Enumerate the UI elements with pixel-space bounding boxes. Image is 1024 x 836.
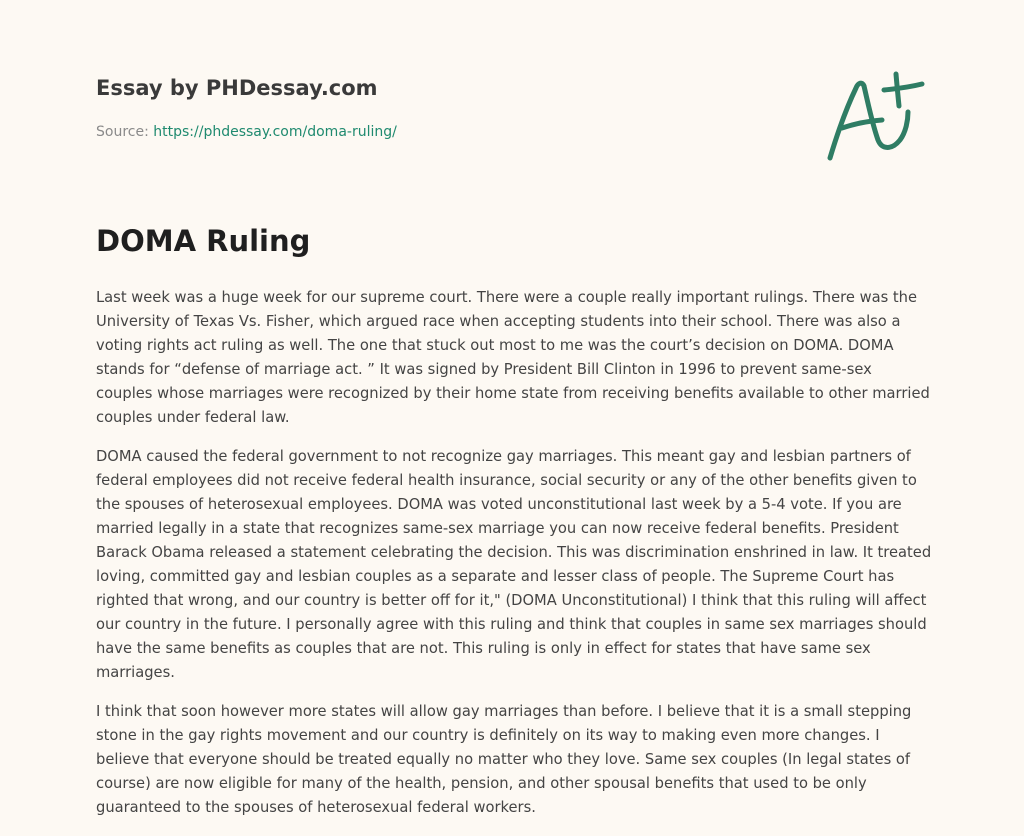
essay-paragraph: I think that soon however more states will allow gay marriages than before. I believe that it is a small stepping stone in the gay rights movement and our country is definitely on its way to making even more changes. I believe that everyone should be treated equally no matter who they love. Same sex couples (In legal states of course) are now eligible for many of the health, pension, and other spousal benefits that used to be only guaranteed to the spouses of heterosexual federal workers. bbox=[96, 703, 912, 816]
essay-title: DOMA Ruling bbox=[96, 224, 311, 258]
essay-paragraph: Last week was a huge week for our supreme court. There were a couple really important rulings. There was the University of Texas Vs. Fisher, which argued race when accepting students into their school. There was also a voting rights act ruling as well. The one that stuck out most to me was the court’s decision on DOMA. DOMA stands for “defense of marriage act. ” It was signed by President Bill Clinton in 1996 to prevent same-sex couples whose marriages were recognized by their home state from receiving benefits available to other married couples under federal law. bbox=[96, 289, 930, 426]
essay-body bbox=[96, 286, 932, 835]
source-link[interactable]: https://phdessay.com/doma-ruling/ bbox=[153, 124, 397, 140]
site-title: Essay by PHDessay.com bbox=[96, 76, 378, 100]
source-line bbox=[96, 124, 397, 140]
a-plus-logo-icon bbox=[822, 68, 928, 164]
essay-paragraph: DOMA caused the federal government to not recognize gay marriages. This meant gay and lesbian partners of federal employees did not receive federal health insurance, social security or any of the other benefits given to the spouses of heterosexual employees. DOMA was voted unconstitutional last week by a 5-4 vote. If you are married legally in a state that recognizes same-sex marriage you can now receive federal benefits. President Barack Obama released a statement celebrating the decision. This was discrimination enshrined in law. It treated loving, committed gay and lesbian couples as a separate and lesser class of people. The Supreme Court has righted that wrong, and our country is better off for it," (DOMA Unconstitutional) I think that this ruling will affect our country in the future. I personally agree with this ruling and think that couples in same sex marriages should have the same benefits as couples that are not. This ruling is only in effect for states that have same sex marriages. bbox=[96, 448, 932, 681]
source-label: Source: bbox=[96, 124, 154, 140]
a-plus-logo-svg bbox=[822, 68, 928, 164]
